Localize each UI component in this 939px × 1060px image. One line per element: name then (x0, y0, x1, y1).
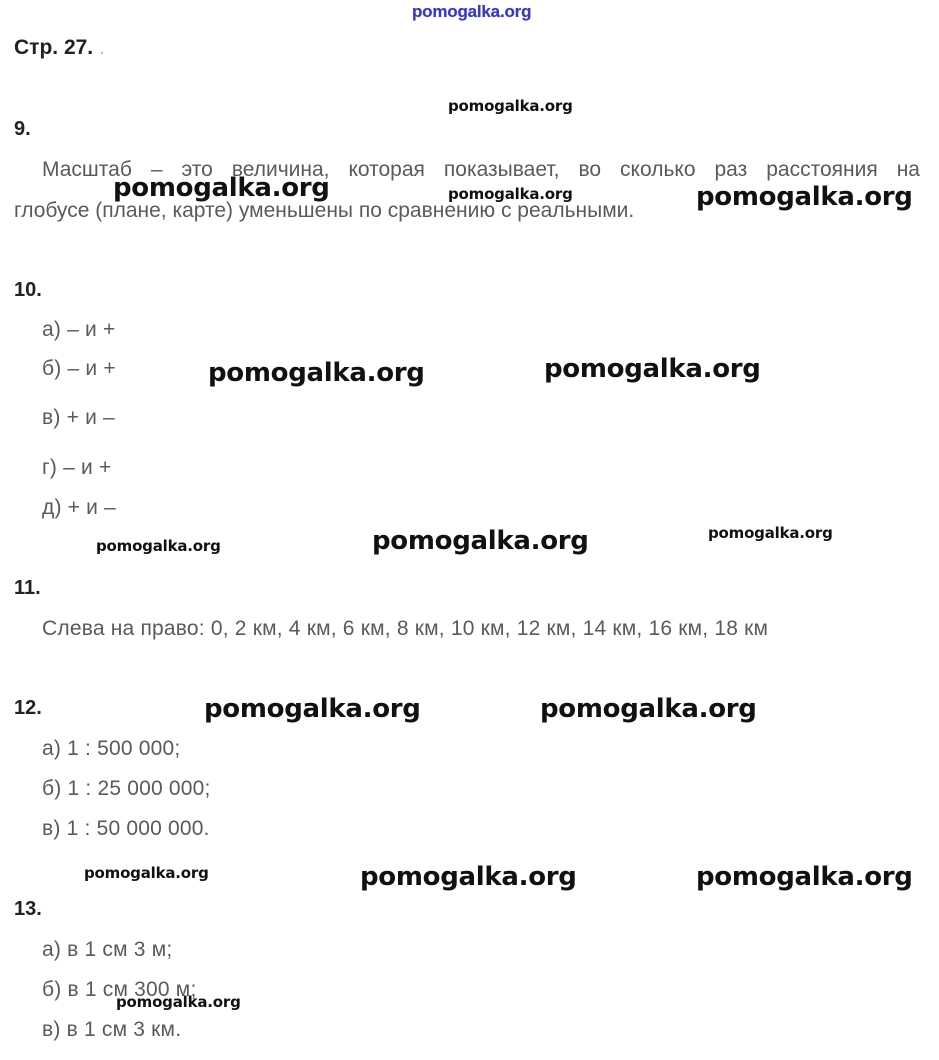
watermark: pomogalka.org (208, 358, 425, 388)
watermark-top: pomogalka.org (412, 2, 532, 21)
question-10-answer-v: в) + и – (42, 406, 115, 429)
question-9-number: 9. (14, 118, 31, 140)
watermark: pomogalka.org (696, 182, 913, 212)
watermark: pomogalka.org (448, 97, 573, 115)
question-10-answer-b: б) – и + (42, 357, 116, 380)
question-10-number: 10. (14, 279, 42, 301)
page-reference-label: Стр. 27. (14, 36, 94, 59)
question-10-answer-a: а) – и + (42, 318, 116, 341)
question-10-answer-d: д) + и – (42, 496, 117, 519)
question-13-answer-a: а) в 1 см 3 м; (42, 938, 173, 961)
watermark: pomogalka.org (96, 537, 221, 555)
question-11-number: 11. (14, 577, 41, 599)
watermark: pomogalka.org (116, 993, 241, 1011)
watermark: pomogalka.org (708, 524, 833, 542)
question-12-answer-v: в) 1 : 50 000 000. (42, 817, 210, 840)
question-13-number: 13. (14, 898, 42, 920)
watermark: pomogalka.org (540, 694, 757, 724)
watermark: pomogalka.org (360, 862, 577, 892)
watermark: pomogalka.org (696, 862, 913, 892)
page-reference-dot: . (98, 36, 105, 59)
question-12-answer-b: б) 1 : 25 000 000; (42, 777, 211, 800)
question-9-text-line2: глобусе (плане, карте) уменьшены по сравнению с реальными. (14, 199, 635, 222)
question-13-answer-v: в) в 1 см 3 км. (42, 1018, 182, 1041)
question-10-answer-g: г) – и + (42, 456, 112, 479)
question-12-number: 12. (14, 697, 42, 719)
watermark: pomogalka.org (204, 694, 421, 724)
watermark: pomogalka.org (544, 354, 761, 384)
watermark: pomogalka.org (113, 173, 330, 203)
watermark: pomogalka.org (448, 185, 573, 203)
watermark: pomogalka.org (372, 526, 589, 556)
question-12-answer-a: а) 1 : 500 000; (42, 737, 181, 760)
question-13-answer-b: б) в 1 см 300 м; (42, 978, 197, 1001)
question-11-text: Слева на право: 0, 2 км, 4 км, 6 км, 8 км, 10 км, 12 км, 14 км, 16 км, 18 км (42, 617, 769, 640)
question-9-text-line1: Масштаб – это величина, которая показывает, во сколько раз расстояния на (42, 158, 920, 181)
page-reference (14, 36, 105, 60)
watermark: pomogalka.org (84, 864, 209, 882)
